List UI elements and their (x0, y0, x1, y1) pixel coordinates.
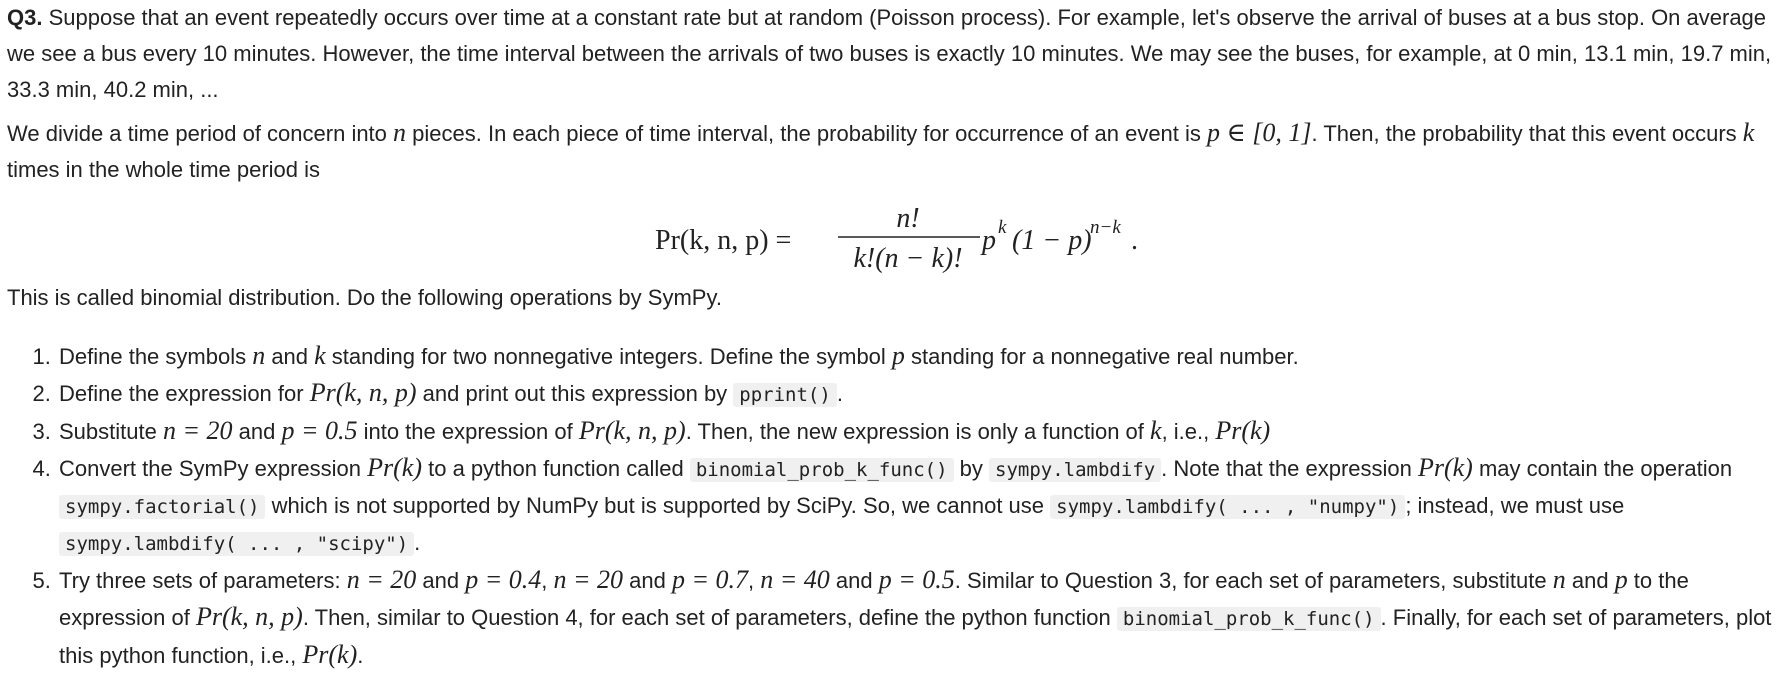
binomial-note-text: This is called binomial distribution. Do the following operations by SymPy. (7, 285, 722, 310)
task1-text-d: standing for a nonnegative real number. (904, 344, 1299, 369)
task5-text-c: , (541, 568, 554, 593)
binomial-note-paragraph (7, 280, 1785, 316)
math-k: k (314, 341, 326, 370)
math-p-05: p = 0.5 (281, 416, 358, 445)
math-k: k (1742, 118, 1755, 147)
task-item-5 (57, 562, 1785, 674)
task-list (7, 338, 1785, 674)
task3-text-a: Substitute (59, 419, 163, 444)
math-p-05: p = 0.5 (878, 565, 955, 594)
setup-text-4: times in the whole time period is (7, 157, 321, 182)
math-n-40: n = 40 (760, 565, 830, 594)
task5-text-g: . Similar to Question 3, for each set of parameters, substitute (954, 568, 1553, 593)
math-pr-k: Pr(k) (1215, 416, 1271, 445)
math-n-20: n = 20 (553, 565, 624, 594)
math-pr-k: Pr(k) (1417, 453, 1473, 482)
task4-text-e: may contain the operation (1472, 456, 1733, 481)
math-pr-k: Pr(k) (367, 453, 422, 482)
task2-text-a: Define the expression for (59, 381, 310, 406)
code-binomial-prob-k-func: binomial_prob_k_func() (1117, 607, 1381, 631)
task4-text-a: Convert the SymPy expression (59, 456, 368, 481)
q3-intro-paragraph (7, 0, 1785, 108)
task4-text-d: . Note that the expression (1161, 456, 1418, 481)
task5-text-d: and (623, 568, 672, 593)
task-item-3 (57, 413, 1785, 450)
formula-nk-exponent: n−k (1090, 217, 1121, 238)
code-binomial-prob-k-func: binomial_prob_k_func() (690, 458, 954, 482)
math-pr-knp: Pr(k, n, p) (578, 416, 686, 445)
task5-text-b: and (416, 568, 466, 593)
math-p-in-interval: p ∈ [0, 1] (1207, 118, 1312, 147)
task1-text-b: and (265, 344, 315, 369)
task-item-1 (57, 338, 1785, 375)
math-pr-k: Pr(k) (302, 640, 358, 669)
math-p: p (1614, 565, 1628, 594)
math-p: p (891, 341, 905, 370)
task5-text-j: . Then, similar to Question 4, for each set of parameters, define the python function (302, 605, 1117, 630)
task2-text-b: and print out this expression by (416, 381, 734, 406)
task3-text-c: into the expression of (357, 419, 579, 444)
code-pprint: pprint() (733, 383, 837, 407)
formula-k-exponent: k (998, 217, 1007, 238)
task4-text-h: . (414, 530, 421, 555)
formula-numerator: n! (896, 203, 920, 234)
task5-text-k: . Finally, for each set of parameters, plot this python function, i.e., (59, 605, 1772, 668)
formula-middle: (1 − p) (1012, 225, 1092, 256)
setup-paragraph (7, 115, 1785, 188)
setup-text-1: We divide a time period of concern into (7, 121, 394, 146)
task3-text-e: , i.e., (1161, 419, 1216, 444)
math-n: n (1552, 565, 1566, 594)
code-sympy-factorial: sympy.factorial() (59, 495, 265, 519)
task1-text-a: Define the symbols (59, 344, 253, 369)
math-n-20: n = 20 (162, 416, 233, 445)
task5-text-h: and (1565, 568, 1615, 593)
task5-text-a: Try three sets of parameters: (59, 568, 347, 593)
binomial-formula (0, 202, 1791, 276)
setup-text-2: pieces. In each piece of time interval, the probability for occurrence of an event is (406, 121, 1208, 146)
task4-text-g: ; instead, we must use (1405, 493, 1625, 518)
code-sympy-lambdify: sympy.lambdify (989, 458, 1161, 482)
task-item-4 (57, 450, 1785, 562)
code-lambdify-scipy: sympy.lambdify( ... , "scipy") (59, 532, 414, 556)
code-lambdify-numpy: sympy.lambdify( ... , "numpy") (1050, 495, 1405, 519)
task5-text-i: to the expression of (59, 568, 1689, 630)
formula-lhs: Pr(k, n, p) = (655, 225, 792, 256)
task4-text-f: which is not supported by NumPy but is supported by SciPy. So, we cannot use (265, 493, 1051, 518)
task5-text-e: , (748, 568, 761, 593)
math-n-20: n = 20 (346, 565, 417, 594)
task-item-2 (57, 375, 1785, 413)
setup-text-3: . Then, the probability that this event occurs (1311, 121, 1743, 146)
task3-text-b: and (232, 419, 282, 444)
task5-text-f: and (829, 568, 879, 593)
formula-denominator: k!(n − k)! (853, 243, 963, 274)
task4-text-b: to a python function called (422, 456, 690, 481)
task3-text-d: . Then, the new expression is only a function of (685, 419, 1151, 444)
task4-text-c: by (953, 456, 989, 481)
math-pr-knp: Pr(k, n, p) (309, 378, 417, 407)
math-n: n (252, 341, 266, 370)
math-p-04: p = 0.4 (465, 565, 542, 594)
math-pr-knp: Pr(k, n, p) (195, 602, 303, 631)
q3-intro-text: Suppose that an event repeatedly occurs over time at a constant rate but at random (Poisson process). For example, let's observe the arrival of buses at a bus stop. On average we see a bus every 10 minutes. However, the time interval between the arrivals of two buses is exactly 10 minutes. We may see the buses, for example, at 0 min, 13.1 min, 19.7 min, 33.3 min, 40.2 min, ... (7, 5, 1772, 102)
task1-text-c: standing for two nonnegative integers. Define the symbol (325, 344, 892, 369)
q3-label: Q3. (7, 5, 43, 30)
task5-text-l: . (357, 643, 364, 668)
formula-p-base: p (982, 225, 996, 256)
math-p-07: p = 0.7 (671, 565, 749, 594)
math-k: k (1150, 416, 1162, 445)
formula-period: . (1131, 225, 1138, 256)
task2-text-c: . (836, 381, 843, 406)
math-n: n (393, 118, 407, 147)
